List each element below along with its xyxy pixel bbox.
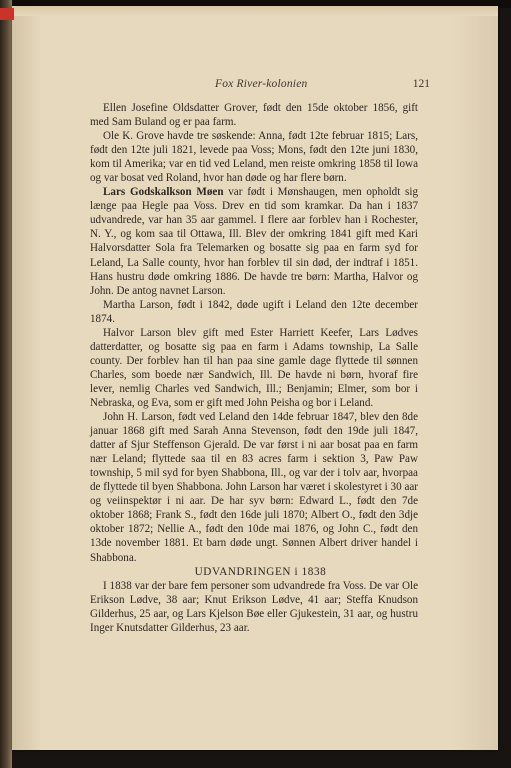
paragraph: I 1838 var der bare fem personer som udvandrede fra Voss. De var Ole Erikson Lødve, 38 aar; Knut Erikson Lødve, 41 aar; Steffa Knudson Gilderhus, 25 aar, og Lars Kjelson Bøe eller Gjukestein, 31 aar, og hustru Inger Knutsdatter Gilderhus, 23 aar. bbox=[90, 579, 418, 634]
person-name: Lars Godskalkson Møen bbox=[103, 186, 224, 199]
paragraph: Ellen Josefine Oldsdatter Grover, født den 15de oktober 1856, gift med Sam Buland og er paa farm. bbox=[90, 102, 418, 129]
paragraph: Martha Larson, født i 1842, døde ugift i Leland den 12te december 1874. bbox=[90, 298, 418, 325]
body-text bbox=[90, 101, 418, 635]
running-head bbox=[90, 78, 430, 94]
paragraph: Ole K. Grove havde tre søskende: Anna, født 12te februar 1815; Lars, født den 12te juli 1821, levede paa Voss; Mons, født den 12te juni 1830, kom til Amerika; var en tid ved Leland, men reiste omkring 1858 til Iowa og var bosat ved Roland, hvor han døde og har flere børn. bbox=[90, 130, 418, 185]
book-spine-edge bbox=[0, 0, 12, 768]
section-heading: UDVANDRINGEN i 1838 bbox=[194, 565, 327, 578]
bookmark-tab bbox=[0, 8, 14, 20]
running-head-title: Fox River-kolonien bbox=[215, 78, 308, 90]
paragraph bbox=[90, 185, 418, 297]
paragraph: John H. Larson, født ved Leland den 14de februar 1847, blev den 8de januar 1868 gift med Sarah Anna Stevenson, født den 19de juli 1847, datter af Sjur Steffenson Gjerald. De var først i ni aar bosat paa en farm nær Leland; flyttede saa til en 83 acres farm i sektion 3, Paw Paw township, 5 mil syd for byen Shabbona, Ill., og var der i tolv aar, hvorpaa de flyttede til byen Shabbona. John Larson har været i skolestyret i 30 aar og veiinspektør i ni aar. De har syv børn: Edward L., født den 7de oktober 1868; Frank S., født den 16de juli 1870; Albert O., født den 3dje oktober 1872; Nellie A., født den 10de mai 1876, og John C., født den 13de november 1881. Et barn døde ungt. Sønnen Albert driver handel i Shabbona. bbox=[90, 411, 418, 564]
page-number: 121 bbox=[412, 78, 430, 90]
page-top-shade bbox=[12, 6, 498, 16]
paragraph-text: var født i Mønshaugen, men opholdt sig længe paa Hegle paa Voss. Drev en tid som kramkar. Da han i 1837 udvandrede, var han 35 aar gammel. I flere aar forblev han i Rochester, N. Y., og kom saa til Ottawa, Ill. Blev der omkring 1841 gift med Kari Halvorsdatter Sola fra Telemarken og bosatte sig paa en farm syd for Leland, La Salle county, hvor han forblev til sin død, der indtraf i 1851. Hans hustru døde omkring 1886. De havde tre børn: Martha, Halvor og John. De antog navnet Larson. bbox=[90, 186, 418, 297]
paragraph: Halvor Larson blev gift med Ester Harriett Keefer, Lars Lødves datterdatter, og bosatte sig paa en farm i Adams township, La Salle county. Der forblev han til han paa sine gamle dage flyttede til sønnen Charles, som boede nær Sandwich, Ill. De havde ni børn, hvoraf fire lever, nemlig Charles ved Sandwich, Ill.; Benjamin; Elmer, som bor i Nebraska, og Eva, som er gift med John Peisha og bor i Leland. bbox=[90, 326, 418, 409]
